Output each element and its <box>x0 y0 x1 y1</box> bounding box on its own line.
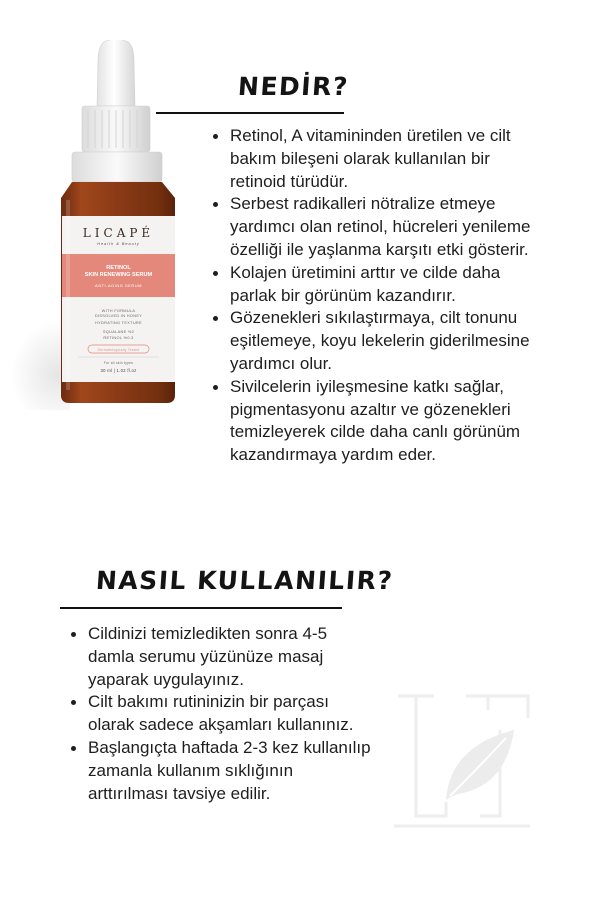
section-title-how-to-use: NASIL KULLANILIR? <box>94 566 395 595</box>
label-product-name-1: RETINOL <box>106 265 131 271</box>
how-to-use-list <box>71 623 371 805</box>
list-item: Retinol, A vitamininden üretilen ve cilt bakım bileşeni olarak kullanılan bir retinoid türüdür. <box>213 125 543 193</box>
list-item: Cilt bakımı rutininizin bir parçası olarak sadece akşamları kullanınız. <box>71 691 371 737</box>
section-title-what-is: NEDİR? <box>236 72 350 101</box>
list-item: Sivilcelerin iyileşmesine katkı sağlar, pigmentasyonu azaltır ve gözenekleri temizleyerek cilde daha canlı görünüm kazandırmaya yardım eder. <box>213 376 543 467</box>
brand-watermark-logo-icon <box>388 690 536 832</box>
list-item: Başlangıçta haftada 2-3 kez kullanılıp zamanla kullanım sıklığının arttırılması tavsiye edilir. <box>71 737 371 805</box>
list-item: Kolajen üretimini arttır ve cilde daha parlak bir görünüm kazandırır. <box>213 262 543 308</box>
section-title-underline <box>60 607 342 609</box>
list-item: Cildinizi temizledikten sonra 4-5 damla serumu yüzünüze masaj yaparak uygulayınız. <box>71 623 371 691</box>
list-item: Serbest radikalleri nötralize etmeye yardımcı olan retinol, hücreleri yenileme özelliği ile yaşlanma karşıtı etki gösterir. <box>213 193 543 261</box>
label-ingredient-1: SQUALANE %2 <box>102 329 135 334</box>
label-product-name-2: SKIN RENEWING SERUM <box>84 272 153 278</box>
label-skin-note: For all skin types <box>103 361 134 365</box>
label-badge: Dermatologically Tested <box>97 348 140 352</box>
what-is-list <box>213 125 543 467</box>
label-product-type: ANTI-AGING SERUM <box>95 283 142 288</box>
label-brand-tagline: Health & Beauty <box>97 242 140 246</box>
label-feature-1: WITH FORMULA <box>101 308 136 313</box>
label-ingredient-2: RETINOL %0.3 <box>103 335 134 340</box>
list-item: Gözenekleri sıkılaştırmaya, cilt tonunu eşitlemeye, koyu lekelerin giderilmesine yardımcı olur. <box>213 307 543 375</box>
label-feature-3: HYDRATING TEXTURE <box>95 320 142 325</box>
label-feature-2: DISSOLVED IN HONEY <box>94 313 143 318</box>
section-title-underline <box>156 112 344 114</box>
label-brand-name: LICAPÉ <box>82 226 155 240</box>
label-volume: 30 ml | 1.02 fl.oz <box>100 368 137 373</box>
